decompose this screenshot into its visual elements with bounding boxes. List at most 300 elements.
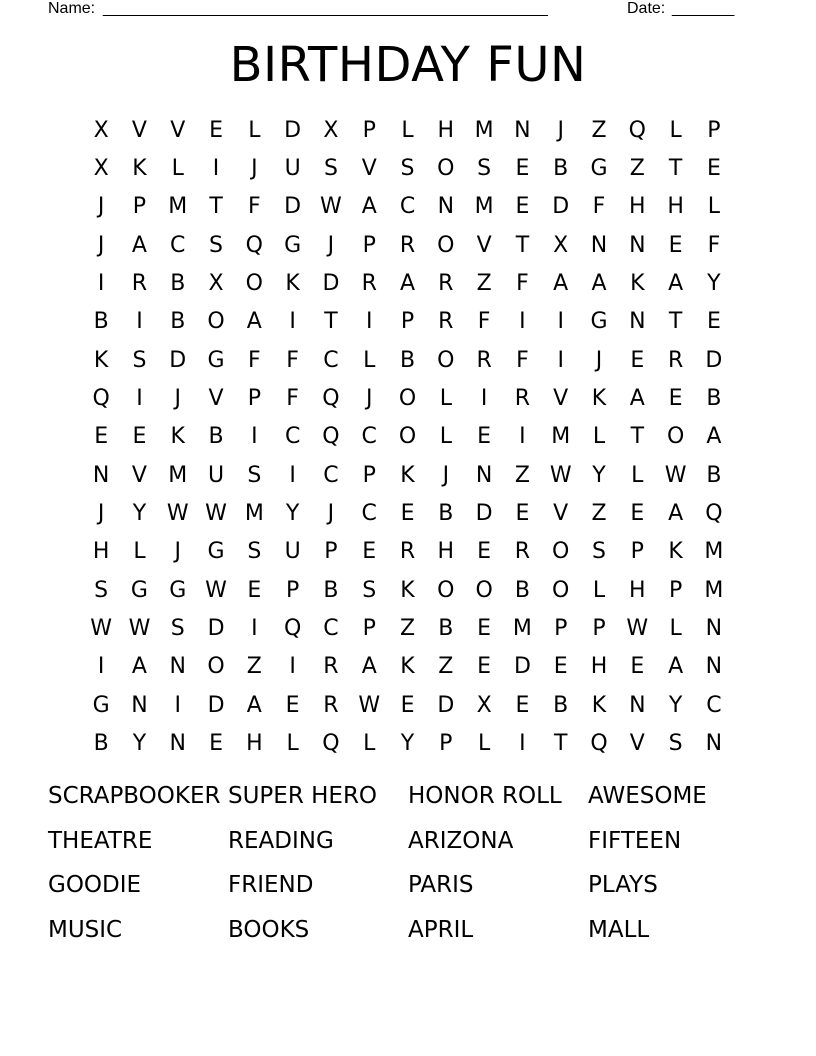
grid-letter: E [209, 117, 223, 143]
grid-letter: I [519, 424, 526, 450]
grid-letter: O [437, 347, 455, 373]
grid-letter: V [553, 501, 569, 527]
grid-letter: H [437, 117, 455, 143]
grid-letter: X [323, 117, 339, 143]
grid-letter: E [515, 501, 530, 527]
grid-letter: E [362, 539, 377, 565]
grid-letter: D [322, 271, 340, 297]
grid-letter: D [284, 117, 302, 143]
grid-letter: V [476, 232, 492, 258]
grid-letter: W [205, 577, 227, 603]
grid-letter: Q [322, 424, 340, 450]
grid-letter: U [207, 462, 225, 488]
grid-letter: B [399, 347, 416, 373]
grid-letter: B [93, 309, 109, 335]
grid-letter: E [668, 386, 683, 412]
grid-letter: I [97, 271, 105, 297]
grid-letter: B [170, 271, 186, 297]
grid-letter: C [170, 232, 186, 258]
grid-letter: Y [132, 731, 147, 757]
grid-letter: A [668, 501, 684, 527]
grid-letter: O [437, 232, 455, 258]
grid-letter: E [132, 424, 147, 450]
grid-letter: C [323, 462, 339, 488]
grid-letter: F [516, 347, 529, 373]
grid-letter: S [132, 347, 147, 373]
grid-letter: A [131, 654, 147, 680]
grid-letter: K [132, 156, 147, 182]
grid-letter: E [400, 501, 415, 527]
grid-letter: D [513, 654, 531, 680]
grid-letter: W [626, 616, 649, 642]
grid-letter: E [706, 156, 721, 182]
grid-letter: E [630, 501, 645, 527]
grid-letter: O [398, 386, 417, 412]
grid-letter: G [207, 539, 225, 565]
grid-letter: I [519, 731, 526, 757]
grid-letter: R [438, 271, 454, 297]
grid-letter: P [247, 386, 261, 412]
grid-letter: J [442, 462, 450, 488]
grid-letter: M [168, 194, 188, 220]
grid-letter: R [514, 539, 531, 565]
grid-letter: G [284, 232, 302, 258]
grid-letter: P [362, 117, 376, 143]
grid-letter: I [557, 309, 564, 335]
word-list-item: PARIS [408, 872, 474, 899]
grid-letter: R [323, 692, 339, 718]
word-list-item: ARIZONA [408, 827, 514, 854]
grid-letter: P [592, 616, 606, 642]
word-list-item: BOOKS [228, 917, 310, 944]
grid-letter: H [629, 194, 646, 220]
grid-letter: G [207, 347, 225, 373]
grid-letter: F [248, 347, 261, 373]
grid-letter: G [92, 692, 110, 718]
grid-letter: D [284, 194, 302, 220]
grid-letter: I [365, 309, 373, 335]
grid-letter: F [286, 347, 299, 373]
grid-letter: T [209, 194, 223, 220]
word-list-item: FIFTEEN [588, 827, 682, 854]
grid-letter: O [245, 271, 263, 297]
grid-letter: W [166, 501, 189, 527]
grid-letter: B [438, 501, 454, 527]
grid-letter: B [208, 424, 224, 450]
grid-letter: S [592, 539, 606, 565]
word-list-item: PLAYS [588, 872, 658, 899]
word-list-item: MUSIC [48, 917, 123, 944]
grid-letter: M [474, 117, 494, 143]
grid-letter: E [209, 731, 223, 757]
grid-letter: A [706, 424, 722, 450]
grid-letter: C [361, 501, 377, 527]
date-blank-line: _______ [672, 0, 735, 17]
grid-letter: M [474, 194, 494, 220]
grid-letter: L [363, 731, 376, 757]
grid-letter: E [668, 232, 683, 258]
grid-letter: T [668, 309, 683, 335]
grid-letter: L [707, 194, 721, 220]
grid-letter: C [399, 194, 416, 220]
grid-letter: L [439, 424, 452, 450]
grid-letter: L [631, 462, 644, 488]
grid-letter: I [251, 424, 258, 450]
grid-letter: A [246, 309, 262, 335]
grid-letter: V [131, 117, 147, 143]
word-list-item: GOODIE [48, 872, 142, 899]
grid-letter: E [400, 692, 415, 718]
grid-letter: W [664, 462, 687, 488]
grid-letter: J [365, 386, 373, 412]
grid-letter: M [244, 501, 264, 527]
grid-letter: N [169, 731, 186, 757]
grid-letter: O [398, 424, 417, 450]
grid-letter: Q [705, 501, 723, 527]
grid-letter: E [706, 309, 721, 335]
grid-letter: S [94, 577, 109, 603]
grid-letter: B [553, 156, 569, 182]
grid-letter: E [515, 156, 530, 182]
grid-letter: C [284, 424, 301, 450]
word-list-item: HONOR ROLL [408, 783, 562, 809]
date-label: Date: [627, 0, 666, 17]
grid-letter: J [97, 232, 105, 258]
grid-letter: D [207, 692, 225, 718]
grid-letter: Q [245, 232, 263, 258]
grid-letter: V [629, 731, 645, 757]
grid-letter: I [557, 347, 564, 373]
grid-letter: J [327, 501, 335, 527]
grid-letter: R [323, 654, 339, 680]
word-list-item: SCRAPBOOKER [48, 783, 221, 809]
grid-letter: O [666, 424, 685, 450]
grid-letter: W [90, 616, 113, 642]
grid-letter: P [362, 616, 376, 642]
grid-letter: D [437, 692, 455, 718]
grid-letter: E [515, 692, 530, 718]
grid-letter: P [630, 539, 644, 565]
grid-letter: C [323, 616, 339, 642]
grid-letter: K [400, 462, 415, 488]
grid-letter: Z [591, 117, 607, 143]
grid-letter: J [595, 347, 603, 373]
grid-letter: K [591, 692, 607, 718]
worksheet-header [48, 0, 748, 20]
word-list-item: AWESOME [588, 783, 707, 809]
grid-letter: N [169, 654, 186, 680]
grid-letter: N [705, 654, 723, 680]
grid-letter: Q [283, 616, 302, 642]
grid-letter: L [669, 616, 682, 642]
grid-letter: S [247, 539, 262, 565]
grid-letter: J [174, 539, 181, 565]
grid-letter: Z [476, 271, 492, 297]
grid-letter: W [128, 616, 151, 642]
word-list-item: THEATRE [48, 827, 153, 854]
grid-letter: Q [322, 386, 340, 412]
grid-letter: B [514, 577, 530, 603]
grid-letter: Z [514, 462, 530, 488]
grid-letter: J [174, 386, 181, 412]
grid-letter: L [248, 117, 261, 143]
grid-letter: Y [592, 462, 606, 488]
grid-letter: K [400, 577, 415, 603]
grid-letter: O [207, 654, 225, 680]
grid-letter: C [361, 424, 377, 450]
grid-letter: N [629, 309, 646, 335]
grid-letter: F [516, 271, 529, 297]
grid-letter: A [629, 386, 645, 412]
grid-letter: I [212, 156, 220, 182]
grid-letter: I [519, 309, 526, 335]
grid-letter: D [552, 194, 570, 220]
grid-letter: J [557, 117, 564, 143]
grid-letter: A [553, 271, 569, 297]
grid-letter: X [93, 156, 109, 182]
grid-letter: J [251, 156, 258, 182]
grid-letter: T [324, 309, 338, 335]
name-label: Name: [48, 0, 96, 17]
grid-letter: Y [707, 271, 721, 297]
grid-letter: B [170, 309, 186, 335]
grid-letter: S [170, 616, 185, 642]
grid-letter: N [437, 194, 455, 220]
grid-letter: M [704, 577, 724, 603]
grid-letter: Q [322, 731, 340, 757]
grid-letter: Z [246, 654, 262, 680]
grid-letter: K [170, 424, 185, 450]
grid-letter: Q [628, 117, 646, 143]
grid-letter: P [707, 117, 721, 143]
grid-letter: X [476, 692, 492, 718]
grid-letter: E [285, 692, 300, 718]
grid-letter: P [285, 577, 300, 603]
word-list [48, 778, 768, 957]
grid-letter: N [629, 232, 646, 258]
grid-letter: L [133, 539, 146, 565]
grid-letter: P [439, 731, 453, 757]
grid-letter: U [284, 539, 301, 565]
grid-letter: S [323, 156, 338, 182]
grid-letter: H [92, 539, 110, 565]
grid-letter: X [93, 117, 109, 143]
grid-letter: J [327, 232, 335, 258]
grid-letter: V [553, 386, 569, 412]
grid-letter: G [169, 577, 187, 603]
grid-letter: T [553, 731, 568, 757]
grid-letter: R [361, 271, 377, 297]
grid-letter: D [705, 347, 723, 373]
grid-letter: I [289, 654, 296, 680]
grid-letter: T [630, 424, 645, 450]
grid-letter: Y [132, 501, 147, 527]
grid-letter: B [706, 386, 722, 412]
grid-letter: N [514, 117, 531, 143]
grid-letter: S [400, 156, 415, 182]
grid-letter: L [477, 731, 491, 757]
grid-letter: A [591, 271, 607, 297]
grid-letter: D [207, 616, 225, 642]
grid-letter: H [246, 731, 263, 757]
grid-letter: Q [590, 731, 608, 757]
grid-letter: E [94, 424, 109, 450]
name-blank-line: __________________________________________________ [103, 0, 548, 17]
grid-letter: L [592, 577, 606, 603]
grid-letter: E [477, 539, 492, 565]
grid-letter: H [590, 654, 608, 680]
grid-letter: K [591, 386, 607, 412]
grid-letter: S [362, 577, 377, 603]
grid-letter: R [399, 539, 416, 565]
grid-letter: Z [629, 156, 645, 182]
grid-letter: E [553, 654, 568, 680]
grid-letter: E [630, 654, 645, 680]
grid-letter: I [289, 462, 296, 488]
grid-letter: W [205, 501, 227, 527]
grid-letter: H [437, 539, 455, 565]
grid-letter: I [289, 309, 296, 335]
grid-letter: L [439, 386, 452, 412]
page-title: BIRTHDAY FUN [229, 37, 587, 93]
grid-letter: K [285, 271, 300, 297]
grid-letter: E [477, 654, 492, 680]
grid-letter: L [669, 117, 682, 143]
grid-letter: W [549, 462, 572, 488]
grid-letter: U [284, 156, 301, 182]
letter-grid [82, 111, 733, 763]
grid-letter: I [480, 386, 488, 412]
grid-letter: X [208, 271, 224, 297]
grid-letter: N [475, 462, 493, 488]
grid-letter: E [630, 347, 645, 373]
grid-letter: R [399, 232, 416, 258]
grid-letter: A [246, 692, 262, 718]
grid-letter: Y [285, 501, 300, 527]
grid-letter: O [437, 577, 455, 603]
grid-letter: P [362, 462, 376, 488]
grid-letter: P [324, 539, 338, 565]
word-list-item: FRIEND [228, 872, 314, 899]
word-list-item: APRIL [408, 917, 474, 944]
grid-letter: K [93, 347, 109, 373]
grid-letter: J [97, 194, 105, 220]
grid-letter: P [132, 194, 147, 220]
grid-letter: V [208, 386, 224, 412]
grid-letter: O [437, 156, 455, 182]
grid-letter: B [438, 616, 454, 642]
grid-letter: N [705, 731, 723, 757]
grid-letter: B [323, 577, 339, 603]
grid-letter: A [668, 271, 684, 297]
grid-letter: G [590, 156, 608, 182]
grid-letter: V [361, 156, 377, 182]
grid-letter: E [477, 424, 492, 450]
grid-letter: P [362, 232, 376, 258]
grid-letter: I [174, 692, 181, 718]
grid-letter: B [706, 462, 722, 488]
grid-letter: I [136, 386, 143, 412]
grid-letter: H [629, 577, 646, 603]
grid-letter: F [592, 194, 606, 220]
grid-letter: Z [591, 501, 607, 527]
grid-letter: S [477, 156, 492, 182]
grid-letter: W [320, 194, 342, 220]
grid-letter: J [97, 501, 105, 527]
grid-letter: S [209, 232, 224, 258]
grid-letter: S [668, 731, 683, 757]
grid-letter: A [361, 194, 377, 220]
grid-letter: I [97, 654, 105, 680]
grid-letter: W [358, 692, 381, 718]
grid-letter: N [629, 692, 646, 718]
grid-letter: Y [668, 692, 683, 718]
grid-letter: O [552, 577, 570, 603]
grid-letter: R [438, 309, 454, 335]
grid-letter: A [399, 271, 416, 297]
grid-letter: E [477, 616, 492, 642]
grid-letter: T [515, 232, 530, 258]
grid-letter: M [168, 462, 188, 488]
grid-letter: N [92, 462, 110, 488]
grid-letter: C [323, 347, 339, 373]
grid-letter: Z [399, 616, 416, 642]
grid-letter: F [286, 386, 299, 412]
grid-letter: E [515, 194, 530, 220]
grid-letter: R [131, 271, 148, 297]
grid-letter: I [251, 616, 258, 642]
grid-letter: L [171, 156, 184, 182]
grid-letter: S [247, 462, 262, 488]
grid-letter: L [363, 347, 376, 373]
grid-letter: P [668, 577, 683, 603]
grid-letter: M [704, 539, 724, 565]
grid-letter: K [668, 539, 683, 565]
grid-letter: L [592, 424, 606, 450]
grid-letter: L [401, 117, 414, 143]
grid-letter: N [131, 692, 148, 718]
grid-letter: X [553, 232, 569, 258]
grid-letter: M [551, 424, 571, 450]
grid-letter: I [136, 309, 143, 335]
grid-letter: F [248, 194, 261, 220]
grid-letter: N [590, 232, 608, 258]
grid-letter: E [247, 577, 262, 603]
grid-letter: M [512, 616, 532, 642]
grid-letter: F [707, 232, 721, 258]
grid-letter: T [668, 156, 683, 182]
grid-letter: D [475, 501, 493, 527]
grid-letter: O [552, 539, 570, 565]
grid-letter: G [130, 577, 148, 603]
grid-letter: O [207, 309, 225, 335]
grid-letter: R [476, 347, 492, 373]
grid-letter: P [554, 616, 568, 642]
grid-letter: A [131, 232, 147, 258]
grid-letter: A [668, 654, 684, 680]
grid-letter: Z [438, 654, 454, 680]
grid-letter: P [400, 309, 415, 335]
grid-letter: H [667, 194, 684, 220]
grid-letter: R [667, 347, 684, 373]
grid-letter: B [553, 692, 569, 718]
grid-letter: O [475, 577, 493, 603]
word-list-item: MALL [588, 917, 650, 944]
grid-letter: N [705, 616, 723, 642]
grid-letter: V [131, 462, 147, 488]
grid-letter: G [590, 309, 608, 335]
grid-letter: B [93, 731, 109, 757]
